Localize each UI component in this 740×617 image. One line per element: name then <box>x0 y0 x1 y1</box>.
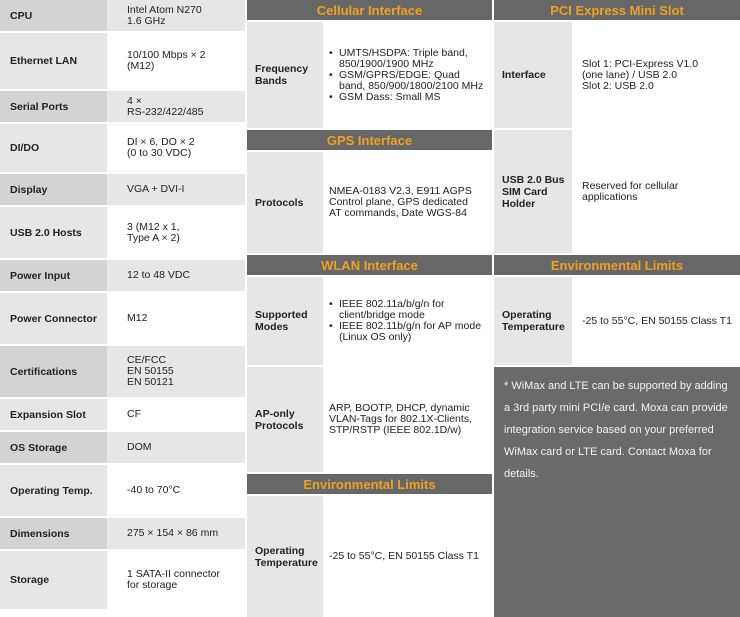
bullet-item: • GSM/GPRS/EDGE: Quad band, 850/900/1800/2100 MHz <box>329 70 483 92</box>
supported-modes-value <box>323 277 492 365</box>
spec-value: 3 (M12 x 1, Type A × 2) <box>107 207 245 258</box>
spec-value: 12 to 48 VDC <box>107 260 245 291</box>
frequency-bands-list <box>329 48 483 103</box>
spec-value: Intel Atom N270 1.6 GHz <box>107 0 245 31</box>
ap-protocols-value: ARP, BOOTP, DHCP, dynamic VLAN-Tags for 802.1X-Clients, STP/RSTP (IEEE 802.1D/w) <box>323 367 492 472</box>
spec-row <box>0 174 245 205</box>
bullet-item: • IEEE 802.11a/b/g/n for client/bridge mode <box>329 299 481 321</box>
supported-modes-list <box>329 299 481 343</box>
spec-row <box>0 465 245 516</box>
spec-label: Dimensions <box>0 518 107 549</box>
wlan-interface-header: WLAN Interface <box>247 255 492 275</box>
cellular-interface-header: Cellular Interface <box>247 0 492 20</box>
bullet-item: • UMTS/HSDPA: Triple band, 850/1900/1900 MHz <box>329 48 483 70</box>
spec-row <box>0 432 245 463</box>
pcie-interface-value: Slot 1: PCI-Express V1.0 (one lane) / USB 2.0 Slot 2: USB 2.0 <box>572 22 740 128</box>
spec-row <box>0 293 245 344</box>
spec-value: -40 to 70°C <box>107 465 245 516</box>
spec-row <box>0 0 245 31</box>
pci-express-mini-slot-header: PCI Express Mini Slot <box>494 0 740 20</box>
spec-label: Display <box>0 174 107 205</box>
gps-protocols-value: NMEA-0183 V2.3, E911 AGPS Control plane, GPS dedicated AT commands, Date WGS-84 <box>323 152 492 253</box>
gps-protocols-row <box>247 152 492 253</box>
gps-protocols-label: Protocols <box>247 152 323 253</box>
spec-label: Ethernet LAN <box>0 33 107 89</box>
environmental-limits-header-left: Environmental Limits <box>247 474 492 494</box>
operating-temperature-value-left: -25 to 55°C, EN 50155 Class T1 <box>323 496 492 617</box>
pcie-interface-label: Interface <box>494 22 572 128</box>
spec-label: USB 2.0 Hosts <box>0 207 107 258</box>
spec-row <box>0 551 245 609</box>
frequency-bands-label: Frequency Bands <box>247 22 323 128</box>
spec-label: DI/DO <box>0 124 107 172</box>
spec-row <box>0 124 245 172</box>
spec-label: Operating Temp. <box>0 465 107 516</box>
spec-value: 4 × RS-232/422/485 <box>107 91 245 122</box>
spec-label: Certifications <box>0 346 107 397</box>
wimax-lte-note: * WiMax and LTE can be supported by adding a 3rd party mini PCI/e card. Moxa can provide integration service based on your preferred WiMax card or LTE card. Contact Moxa for details. <box>494 367 740 617</box>
spec-label: CPU <box>0 0 107 31</box>
spec-label: OS Storage <box>0 432 107 463</box>
spec-label: Serial Ports <box>0 91 107 122</box>
frequency-bands-value <box>323 22 492 128</box>
spec-label: Power Input <box>0 260 107 291</box>
spec-label: Storage <box>0 551 107 609</box>
operating-temperature-value-right: -25 to 55°C, EN 50155 Class T1 <box>572 277 740 365</box>
operating-temperature-label-left: Operating Temperature <box>247 496 323 617</box>
spec-label: Expansion Slot <box>0 399 107 430</box>
wlan-modes-row <box>247 277 492 365</box>
operating-temperature-label-right: Operating Temperature <box>494 277 572 365</box>
spec-value: DOM <box>107 432 245 463</box>
general-specs-table <box>0 0 245 617</box>
spec-value: 10/100 Mbps × 2 (M12) <box>107 33 245 89</box>
gps-interface-header: GPS Interface <box>247 130 492 150</box>
environmental-limits-header-right: Environmental Limits <box>494 255 740 275</box>
spec-row <box>0 399 245 430</box>
spec-value: M12 <box>107 293 245 344</box>
spec-row <box>0 207 245 258</box>
spec-value: CF <box>107 399 245 430</box>
spec-value: CE/FCC EN 50155 EN 50121 <box>107 346 245 397</box>
usb-sim-label: USB 2.0 Bus SIM Card Holder <box>494 130 572 253</box>
supported-modes-label: Supported Modes <box>247 277 323 365</box>
spec-value: 275 × 154 × 86 mm <box>107 518 245 549</box>
usb-sim-row <box>494 130 740 253</box>
pcie-column <box>494 0 740 617</box>
spec-row <box>0 33 245 89</box>
pcie-interface-row <box>494 22 740 128</box>
usb-sim-value: Reserved for cellular applications <box>572 130 740 253</box>
spec-row <box>0 91 245 122</box>
bullet-item: • IEEE 802.11b/g/n for AP mode (Linux OS only) <box>329 321 481 343</box>
env-left-temp-row <box>247 496 492 617</box>
spec-value: VGA + DVI-I <box>107 174 245 205</box>
spec-label: Power Connector <box>0 293 107 344</box>
env-right-temp-row <box>494 277 740 365</box>
spec-value: 1 SATA-II connector for storage <box>107 551 245 609</box>
spec-row <box>0 346 245 397</box>
spec-row <box>0 518 245 549</box>
ap-protocols-label: AP-only Protocols <box>247 367 323 472</box>
cellular-frequency-row <box>247 22 492 128</box>
bullet-item: • GSM Dass: Small MS <box>329 92 483 103</box>
wlan-ap-row <box>247 367 492 472</box>
spec-row <box>0 260 245 291</box>
interfaces-column <box>247 0 492 617</box>
spec-value: DI × 6, DO × 2 (0 to 30 VDC) <box>107 124 245 172</box>
